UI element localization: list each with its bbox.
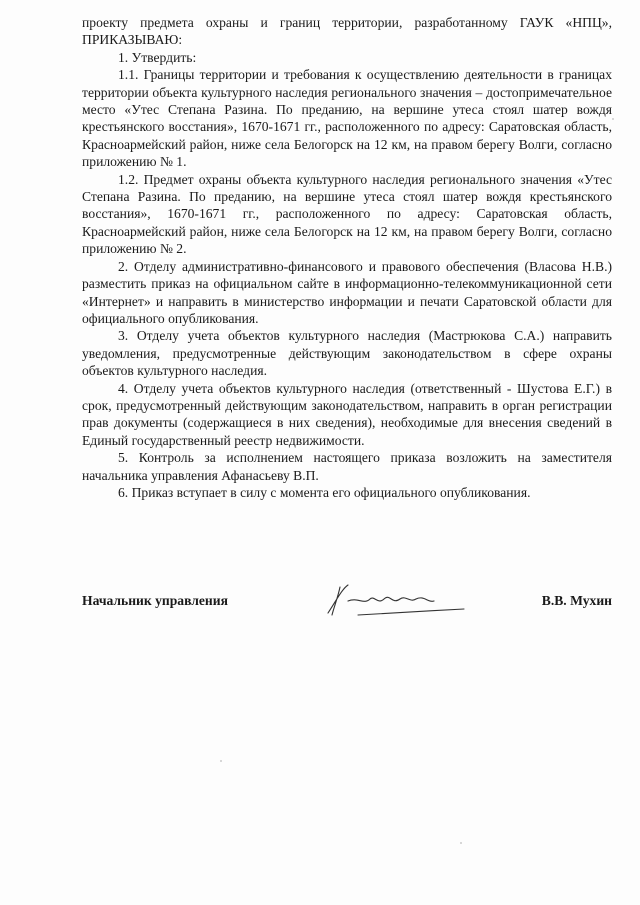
paragraph-1-2: 1.2. Предмет охраны объекта культурного наследия регионального значения «Утес Степана Разина. По преданию, на вершине утеса стоял шатер вождя крестьянского восстания», 1670-1671 гг., расположенного по адресу: Саратовская область, Красноармейский район, ниже села Белогорск на 12 км, на правом берегу Волги, согласно приложению № 2. xyxy=(82,171,612,257)
signature-block xyxy=(82,593,612,623)
signatory-title: Начальник управления xyxy=(82,593,228,608)
paragraph-4: 4. Отделу учета объектов культурного наследия (ответственный - Шустова Е.Г.) в срок, предусмотренный действующим законодательством, направить в орган регистрации прав документы (содержащиеся в них сведения), необходимые для внесения сведений в Единый государственный реестр недвижимости. xyxy=(82,380,612,448)
scan-speck xyxy=(220,760,222,762)
signatory-name: В.В. Мухин xyxy=(541,593,612,608)
paragraph-1: 1. Утвердить: xyxy=(118,49,197,65)
paragraph-3: 3. Отделу учета объектов культурного наследия (Мастрюкова С.А.) направить уведомления, предусмотренные действующим законодательством в сфере охраны объектов культурного наследия. xyxy=(82,328,612,379)
document-body xyxy=(82,14,612,501)
scan-speck xyxy=(460,842,462,844)
scan-speck xyxy=(612,118,614,120)
paragraph-2: 2. Отделу административно-финансового и правового обеспечения (Власова Н.В.) разместить приказ на официальном сайте в информационно-телекоммуникационной сети «Интернет» и направить в министерство информации и печати Саратовской области для официального опубликования. xyxy=(82,258,612,326)
handwritten-signature xyxy=(318,579,468,621)
paragraph-5: 5. Контроль за исполнением настоящего приказа возложить на заместителя начальника управления Афанасьеву В.П. xyxy=(82,450,612,483)
paragraph-1-1: 1.1. Границы территории и требования к осуществлению деятельности в границах территории объекта культурного наследия регионального значения – достопримечательное место «Утес Степана Разина. По преданию, на вершине утеса стоял шатер вождя крестьянского восстания», 1670-1671 гг., расположенного по адресу: Саратовская область, Красноармейский район, ниже села Белогорск на 12 км, на правом берегу Волги, согласно приложению № 1. xyxy=(82,67,612,170)
paragraph-intro: проекту предмета охраны и границ территории, разработанному ГАУК «НПЦ», ПРИКАЗЫВАЮ: xyxy=(82,15,612,48)
paragraph-6: 6. Приказ вступает в силу с момента его официального опубликования. xyxy=(118,484,531,500)
